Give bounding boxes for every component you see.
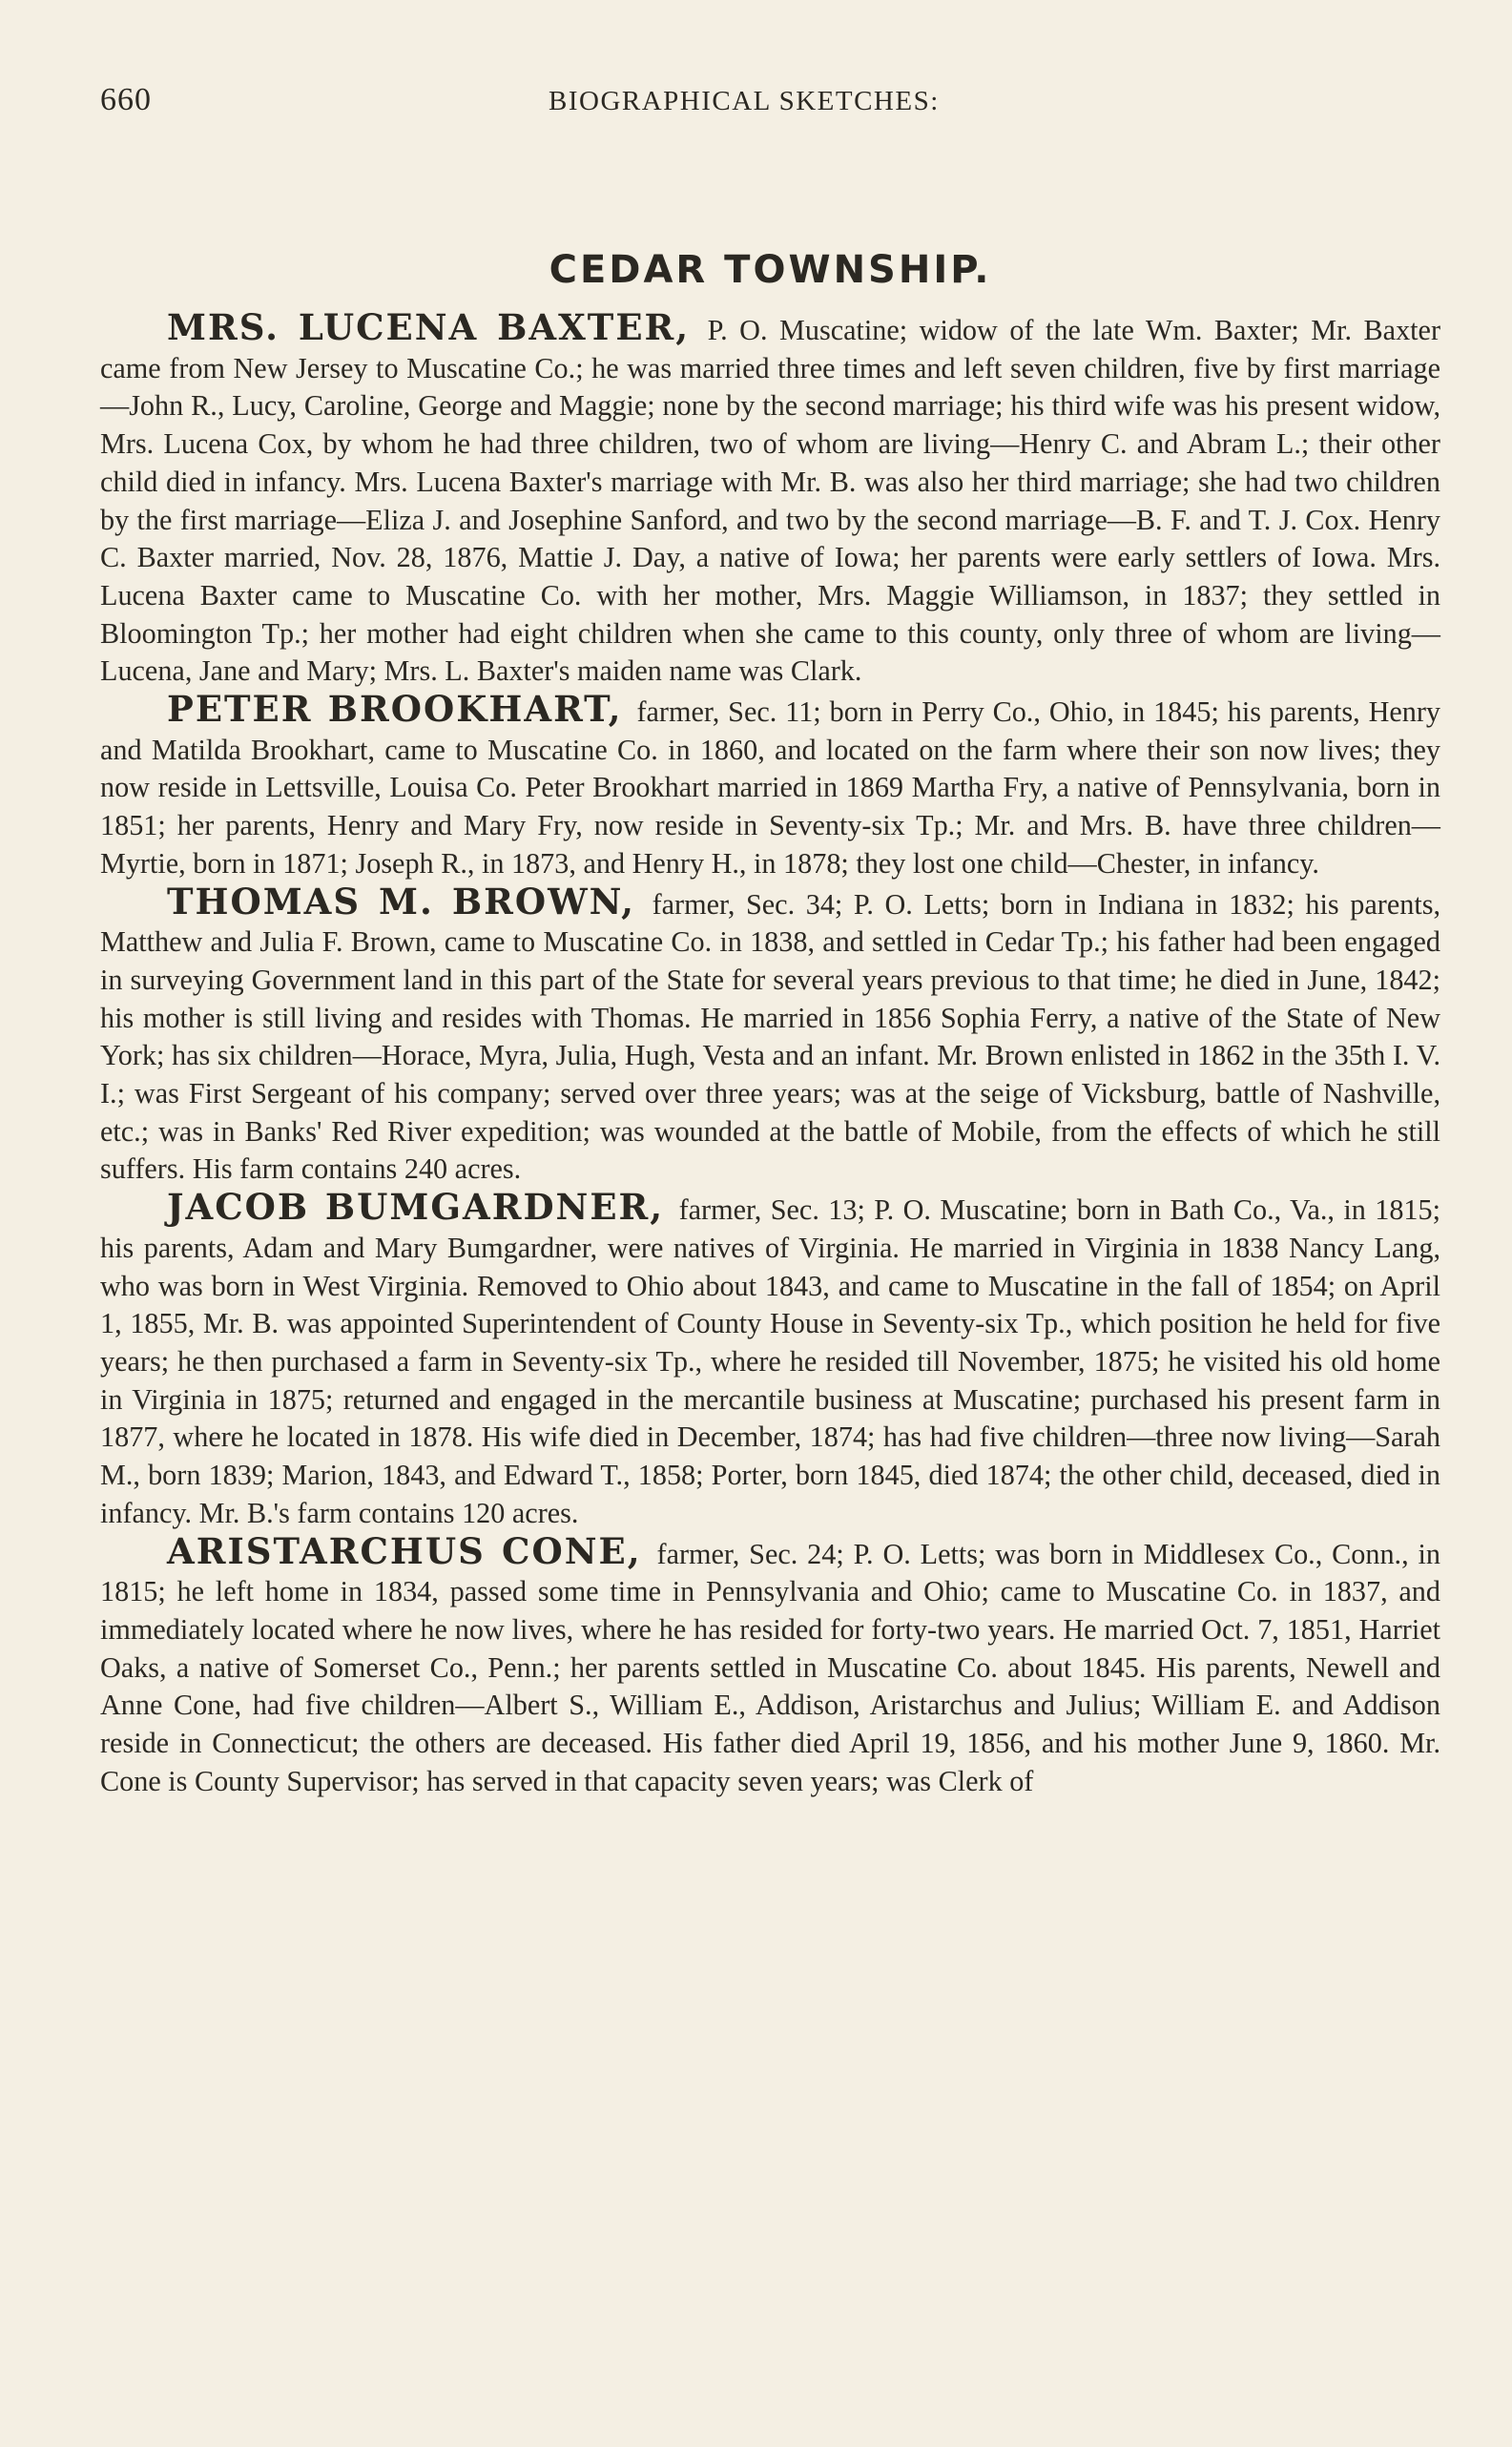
entry-name: THOMAS M. BROWN,: [167, 880, 635, 923]
entry-text: farmer, Sec. 34; P. O. Letts; born in Indiana in 1832; his parents, Matthew and Julia F. Brown, came to Muscatine Co. in 1838, and settled in Cedar Tp.; his father had been engaged in surveying Government land in this part of the State for several years previous to that time; he died in June, 1842; his mother is still living and resides with Thomas. He married in 1856 Sophia Ferry, a native of the State of New York; has six children—Horace, Myra, Julia, Hugh, Vesta and an infant. Mr. Brown enlisted in 1862 in the 35th I. V. I.; was First Sergeant of his company; served over three years; was at the seige of Vicksburg, battle of Nashville, etc.; was in Banks' Red River expedition; was wounded at the battle of Mobile, from the effects of which he still suffers. His farm contains 240 acres.: [100, 887, 1440, 1186]
page-number: 660: [100, 82, 152, 117]
running-title: BIOGRAPHICAL SKETCHES:: [549, 86, 940, 116]
entry-text: farmer, Sec. 13; P. O. Muscatine; born in Bath Co., Va., in 1815; his parents, Adam and Mary Bumgardner, were natives of Virginia. He married in Virginia in 1838 Nancy Lang, who was born in West Virginia. Removed to Ohio about 1843, and came to Muscatine in the fall of 1854; on April 1, 1855, Mr. B. was appointed Superintendent of County House in Seventy-six Tp., which position he held for five years; he then purchased a farm in Seventy-six Tp., where he resided till November, 1875; he visited his old home in Virginia in 1875; returned and engaged in the mercantile business at Muscatine; purchased his present farm in 1877, where he located in 1878. His wife died in December, 1874; has had five children—three now living—Sarah M., born 1839; Marion, 1843, and Edward T., 1858; Porter, born 1845, died 1874; the other child, deceased, died in infancy. Mr. B.'s farm contains 120 acres.: [100, 1193, 1440, 1529]
entry-cone: [100, 1529, 1441, 1801]
entry-text: farmer, Sec. 11; born in Perry Co., Ohio, in 1845; his parents, Henry and Matilda Brookhart, came to Muscatine Co. in 1860, and located on the farm where their son now lives; they now reside in Lettsville, Louisa Co. Peter Brookhart married in 1869 Martha Fry, a native of Pennsylvania, born in 1851; her parents, Henry and Mary Fry, now reside in Seventy-six Tp.; Mr. and Mrs. B. have three children—Myrtie, born in 1871; Joseph R., in 1873, and Henry H., in 1878; they lost one child—Chester, in infancy.: [100, 695, 1441, 880]
entry-name: JACOB BUMGARDNER,: [167, 1186, 665, 1229]
entry-bumgardner: [100, 1186, 1440, 1532]
entry-text: P. O. Muscatine; widow of the late Wm. Baxter; Mr. Baxter came from New Jersey to Muscatine Co.; he was married three times and left seven children, five by first marriage—John R., Lucy, Caroline, George and Maggie; none by the second marriage; his third wife was his present widow, Mrs. Lucena Cox, by whom he had three children, two of whom are living—Henry C. and Abram L.; their other child died in infancy. Mrs. Lucena Baxter's marriage with Mr. B. was also her third marriage; she had two children by the first marriage—Eliza J. and Josephine Sanford, and two by the second marriage—B. F. and T. J. Cox. Henry C. Baxter married, Nov. 28, 1876, Mattie J. Day, a native of Iowa; her parents were early settlers of Iowa. Mrs. Lucena Baxter came to Muscatine Co. with her mother, Mrs. Maggie Williamson, in 1837; they settled in Bloomington Tp.; her mother had eight children when she came to this county, only three of whom are living—Lucena, Jane and Mary; Mrs. L. Baxter's maiden name was Clark.: [100, 314, 1441, 688]
entry-brown: [100, 880, 1440, 1190]
running-head: [100, 76, 1440, 134]
entry-name: ARISTARCHUS CONE,: [167, 1529, 642, 1572]
section-title: CEDAR TOWNSHIP.: [549, 248, 992, 292]
page: [100, 76, 1440, 1800]
entry-name: MRS. LUCENA BAXTER,: [167, 306, 691, 348]
entry-text: farmer, Sec. 24; P. O. Letts; was born in Middlesex Co., Conn., in 1815; he left home in 1834, passed some time in Pennsylvania and Ohio; came to Muscatine Co. in 1837, and immediately located where he now lives, where he has resided for forty-two years. He married Oct. 7, 1851, Harriet Oaks, a native of Somerset Co., Penn.; her parents settled in Muscatine Co. about 1845. His parents, Newell and Anne Cone, had five children—Albert S., William E., Addison, Aristarchus and Julius; William E. and Addison reside in Connecticut; the others are deceased. His father died April 19, 1856, and his mother June 9, 1860. Mr. Cone is County Supervisor; has served in that capacity seven years; was Clerk of: [100, 1537, 1441, 1797]
entry-baxter: [100, 306, 1441, 691]
entry-name: PETER BROOKHART,: [167, 688, 623, 731]
entry-brookhart: [100, 688, 1441, 883]
